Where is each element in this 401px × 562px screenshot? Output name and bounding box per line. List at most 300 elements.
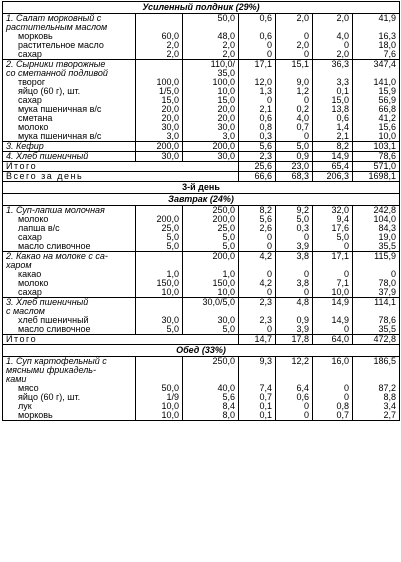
carbs [313,357,353,421]
energy-value: 66,8 [378,104,396,114]
carbs: 65,4 [313,162,353,172]
protein-value: 0,7 [259,392,272,402]
carbs-value: 0,7 [336,410,349,420]
net-weight [183,14,239,60]
carbs-value: 0 [343,324,349,334]
gross-weight-value: 5,0 [166,241,179,251]
day-total-row [3,172,400,182]
net-weight-value: 100,0 [212,77,235,87]
protein-total: 17,1 [254,59,272,69]
gross-weight-value: 200,0 [156,214,179,224]
protein-value: 2,1 [259,104,272,114]
net-weight-value: 30,0 [217,315,235,325]
energy [353,206,400,252]
net-weight-value: 150,0 [212,278,235,288]
fat-value: 3,8 [296,278,309,288]
energy-value: 56,9 [378,95,396,105]
gross-weight: 200,0 [136,142,183,152]
net-weight-value: 5,0 [222,324,235,334]
protein-value: 0,6 [259,113,272,123]
ingredient-name: лук [18,401,32,411]
gross-weight-value: 10,0 [161,287,179,297]
protein [239,298,276,335]
gross-weight-value: 60,0 [161,31,179,41]
protein-total: 2,3 [259,297,272,307]
dish-name: со сметанной подливой [6,68,108,78]
dish-row [3,142,400,152]
fat-total: 12,2 [291,356,309,366]
energy-value: 3,4 [383,401,396,411]
fat-value: 5,0 [296,214,309,224]
carbs-value: 3,3 [336,77,349,87]
gross-weight [136,14,183,60]
gross-weight-value: 15,0 [161,95,179,105]
protein-value: 0 [266,95,272,105]
net-weight-total: 200,0 [212,251,235,261]
net-weight-total: 250,0 [212,356,235,366]
gross-weight-total [139,60,179,69]
fat-value: 0 [303,401,309,411]
energy [353,357,400,421]
fat-total: 2,0 [296,13,309,23]
carbs-value: 0 [343,241,349,251]
energy-value: 35,5 [378,241,396,251]
protein-value: 0 [266,324,272,334]
net-weight-value: 2,0 [222,49,235,59]
protein-value: 12,0 [254,77,272,87]
fat-value: 6,4 [296,383,309,393]
net-weight-value: 20,0 [217,113,235,123]
fat-total: 15,1 [291,59,309,69]
ingredient-name: лапша в/с [18,223,60,233]
carbs [313,14,353,60]
protein-value: 0,8 [259,122,272,132]
gross-weight-value: 1,0 [166,269,179,279]
net-weight [183,298,239,335]
gross-weight-value: 30,0 [161,315,179,325]
net-weight-total: 35,0 [217,68,235,78]
dish-row [3,152,400,162]
protein-total [242,366,272,375]
dish-row [3,206,400,252]
carbs-total: 36,3 [331,59,349,69]
dish-name: 1. Суп картофельный с [6,356,107,366]
ingredient-name: масло сливочное [18,241,91,251]
fat [276,60,313,142]
fat-value: 4,0 [296,113,309,123]
energy-value: 87,2 [378,383,396,393]
net-weight-value: 10,0 [217,86,235,96]
dish-name: 3. Хлеб пшеничный [6,297,89,307]
gross-weight-value: 3,0 [166,131,179,141]
dish-name-cell [3,60,136,142]
energy-total: 114,1 [374,297,396,307]
gross-weight: 30,0 [136,152,183,162]
fat-value: 0 [303,269,309,279]
fat [276,14,313,60]
menu-table [2,1,400,421]
energy-value: 141,0 [373,77,396,87]
carbs [313,206,353,252]
net-weight-value: 15,0 [217,95,235,105]
ingredient-name: какао [18,269,42,279]
fat [276,357,313,421]
dish-name: 2. Какао на молоке с са- [6,251,108,261]
protein [239,252,276,298]
ingredient-name: яйцо (60 г), шт. [18,392,81,402]
total-row-label: Итого [3,335,239,345]
energy-value: 104,0 [373,214,396,224]
ingredient-name: сахар [18,49,42,59]
fat-total: 3,8 [296,251,309,261]
energy-value: 2,7 [383,410,396,420]
gross-weight-value: 5,0 [166,324,179,334]
net-weight-value: 10,0 [217,287,235,297]
energy-total: 347,4 [373,59,396,69]
total-row-label: Итого [3,162,239,172]
menu-table-body [3,2,400,421]
fat: 0,9 [276,152,313,162]
energy-value: 35,5 [378,324,396,334]
carbs-value: 2,1 [336,131,349,141]
protein-value: 0,1 [259,410,272,420]
protein: 2,3 [239,152,276,162]
protein-value: 1,3 [259,86,272,96]
carbs-total: 2,0 [336,13,349,23]
gross-weight [136,252,183,298]
carbs-total [316,366,349,375]
ingredient-name: молоко [18,278,49,288]
fat-value: 3,9 [296,241,309,251]
gross-weight-value: 50,0 [161,383,179,393]
energy [353,60,400,142]
carbs-total: 32,0 [331,205,349,215]
net-weight-value: 30,0 [217,122,235,132]
gross-weight-total [139,357,179,366]
gross-weight-total [139,366,179,375]
carbs: 14,9 [313,152,353,162]
fat-total: 9,2 [296,205,309,215]
fat-total: 4,8 [296,297,309,307]
energy-value: 37,9 [378,287,396,297]
protein-total: 4,2 [259,251,272,261]
section-breakfast-title: Завтрак (24%) [3,194,400,206]
energy-value: 16,3 [378,31,396,41]
dish-name: харом [6,260,32,270]
protein [239,60,276,142]
energy-value: 41,2 [378,113,396,123]
fat-value: 0,9 [296,315,309,325]
fat: 68,3 [276,172,313,182]
dish-name: 4. Хлеб пшеничный [3,152,136,162]
ingredient-name: мука пшеничная в/с [18,104,102,114]
energy-value: 10,0 [378,131,396,141]
gross-weight-value: 20,0 [161,113,179,123]
net-weight-value: 25,0 [217,223,235,233]
day-header-title: 3-й день [3,182,400,194]
energy: 571,0 [353,162,400,172]
protein: 5,6 [239,142,276,152]
protein: 25,6 [239,162,276,172]
energy-value: 0 [390,269,396,279]
net-weight-total [186,366,235,375]
carbs-value: 17,6 [331,223,349,233]
ingredient-name: творог [18,77,46,87]
protein [239,357,276,421]
fat-total [279,366,309,375]
energy: 472,8 [353,335,400,345]
energy-total: 115,9 [374,251,396,261]
net-weight-value: 8,0 [222,410,235,420]
gross-weight-value: 30,0 [161,122,179,132]
carbs-total: 16,0 [331,356,349,366]
net-weight-total: 250,0 [212,205,235,215]
fat-value: 0 [303,410,309,420]
carbs-value: 2,0 [336,49,349,59]
carbs-total: 14,9 [331,297,349,307]
fat-value: 3,9 [296,324,309,334]
ingredient-name: молоко [18,122,49,132]
energy-value: 15,9 [378,86,396,96]
fat-value: 0,3 [296,223,309,233]
carbs-value: 14,9 [331,315,349,325]
net-weight-value: 1,0 [222,269,235,279]
carbs: 206,3 [313,172,353,182]
carbs-value: 0 [343,392,349,402]
net-weight [183,60,239,142]
energy-total [356,366,396,375]
gross-weight [136,206,183,252]
total-row [3,162,400,172]
protein-value: 0,1 [259,401,272,411]
carbs [313,60,353,142]
carbs [313,298,353,335]
dish-row [3,60,400,142]
energy-total [356,261,396,270]
protein [239,206,276,252]
net-weight-total: 110,0/ [210,59,235,69]
energy-value: 8,8 [383,392,396,402]
fat: 17,8 [276,335,313,345]
protein-value: 0 [266,40,272,50]
fat-value: 0,7 [296,122,309,132]
energy-value: 19,0 [378,232,396,242]
gross-weight-value: 25,0 [161,223,179,233]
gross-weight-value: 2,0 [166,49,179,59]
protein-value: 2,3 [259,315,272,325]
dish-name: 2. Сырники творожные [6,59,106,69]
energy-value: 15,6 [378,122,396,132]
gross-weight-value: 1/5,0 [158,86,179,96]
fat-value: 0 [303,31,309,41]
protein-value: 0 [266,269,272,279]
gross-weight [136,357,183,421]
ingredient-name: хлеб пшеничный [18,315,89,325]
carbs-value: 9,4 [336,214,349,224]
fat-value: 0 [303,95,309,105]
dish-name-cell [3,206,136,252]
energy-total: 41,9 [378,13,396,23]
gross-weight [136,60,183,142]
ingredient-name: сахар [18,95,42,105]
carbs [313,252,353,298]
energy [353,298,400,335]
ingredient-name: растительное масло [18,40,104,50]
ingredient-name: морковь [18,31,53,41]
carbs-value: 5,0 [336,232,349,242]
energy [353,14,400,60]
ingredient-name: масло сливочное [18,324,91,334]
net-weight [183,206,239,252]
carbs-value: 0,8 [336,401,349,411]
dish-name: мясными фрикадель- [6,365,96,375]
dish-name-cell [3,357,136,421]
fat-value: 0 [303,232,309,242]
net-weight-value: 5,6 [222,392,235,402]
energy-value: 84,3 [378,223,396,233]
carbs-value: 15,0 [331,95,349,105]
fat [276,298,313,335]
carbs-value: 0 [343,269,349,279]
protein [239,14,276,60]
gross-weight-value: 10,0 [161,401,179,411]
carbs-value: 0 [343,40,349,50]
protein: 66,6 [239,172,276,182]
gross-weight-total [139,298,179,307]
gross-weight-value: 20,0 [161,104,179,114]
net-weight: 200,0 [183,142,239,152]
protein: 14,7 [239,335,276,345]
protein-value: 0 [266,49,272,59]
carbs-value: 10,0 [331,287,349,297]
section-afternoon-snack-title: Усиленный полдник (29%) [3,2,400,14]
fat: 5,0 [276,142,313,152]
carbs-value: 0,1 [336,86,349,96]
net-weight-total: 30,0/5,0 [202,297,235,307]
total-row [3,335,400,345]
ingredient-name: сахар [18,287,42,297]
dish-name-cell [3,252,136,298]
net-weight-value: 3,0 [222,131,235,141]
carbs-value: 0,6 [336,113,349,123]
protein-total: 0,6 [259,13,272,23]
net-weight-total: 50,0 [217,13,235,23]
energy-total: 186,5 [373,356,396,366]
ingredient-name: сметана [18,113,53,123]
net-weight: 30,0 [183,152,239,162]
gross-weight-value: 150,0 [156,278,179,288]
net-weight-value: 48,0 [217,31,235,41]
carbs-value: 0 [343,383,349,393]
ingredient-name: яйцо (60 г), шт. [18,86,81,96]
protein-value: 0 [266,232,272,242]
energy-value: 7,6 [383,49,396,59]
dish-name: ками [6,374,27,384]
protein-total: 8,2 [259,205,272,215]
energy: 78,6 [353,152,400,162]
gross-weight-value: 100,0 [156,77,179,87]
fat [276,252,313,298]
section-lunch-title: Обед (33%) [3,345,400,357]
dish-name: 1. Суп-лапша молочная [6,205,105,215]
energy-value: 78,6 [378,315,396,325]
dish-name: с маслом [6,306,45,316]
carbs: 8,2 [313,142,353,152]
gross-weight-value: 2,0 [166,40,179,50]
gross-weight [136,298,183,335]
protein-value: 7,4 [259,383,272,393]
net-weight-value: 8,4 [222,401,235,411]
dish-row [3,14,400,60]
fat-value: 0 [303,49,309,59]
section-breakfast [3,194,400,206]
carbs-value: 13,8 [331,104,349,114]
energy: 103,1 [353,142,400,152]
fat-value: 1,2 [296,86,309,96]
ingredient-name: мясо [18,383,39,393]
energy: 1698,1 [353,172,400,182]
carbs-total: 17,1 [331,251,349,261]
net-weight [183,252,239,298]
gross-weight-total [139,14,179,23]
net-weight-value: 40,0 [217,383,235,393]
energy-value: 18,0 [378,40,396,50]
gross-weight-value: 1/9 [166,392,179,402]
ingredient-name: молоко [18,214,49,224]
net-weight [183,357,239,421]
dish-row [3,252,400,298]
protein-value: 0,6 [259,31,272,41]
protein-total: 9,3 [259,356,272,366]
fat [276,206,313,252]
carbs-value: 1,4 [336,122,349,132]
fat-value: 9,0 [296,77,309,87]
net-weight-value: 200,0 [212,214,235,224]
day-header [3,182,400,194]
energy-total: 242,8 [373,205,396,215]
ingredient-name: мука пшеничная в/с [18,131,102,141]
dish-name: 3. Кефир [3,142,136,152]
dish-row [3,298,400,335]
protein-value: 4,2 [259,278,272,288]
gross-weight-value: 5,0 [166,232,179,242]
carbs: 64,0 [313,335,353,345]
fat: 23,0 [276,162,313,172]
fat-value: 0 [303,287,309,297]
net-weight-value: 5,0 [222,241,235,251]
dish-name-cell [3,14,136,60]
protein-value: 0 [266,241,272,251]
protein-value: 0,3 [259,131,272,141]
protein-value: 0 [266,287,272,297]
section-lunch [3,345,400,357]
dish-row [3,357,400,421]
gross-weight-total [139,252,179,261]
ingredient-name: сахар [18,232,42,242]
fat-value: 0,2 [296,104,309,114]
gross-weight-value: 10,0 [161,410,179,420]
carbs-value: 4,0 [336,31,349,41]
ingredient-name: морковь [18,410,53,420]
section-afternoon-snack [3,2,400,14]
fat-value: 0,6 [296,392,309,402]
carbs-value: 7,1 [336,278,349,288]
net-weight-value: 5,0 [222,232,235,242]
protein-value: 2,6 [259,223,272,233]
dish-name: растительным маслом [6,22,108,32]
net-weight-value: 20,0 [217,104,235,114]
fat-value: 2,0 [296,40,309,50]
